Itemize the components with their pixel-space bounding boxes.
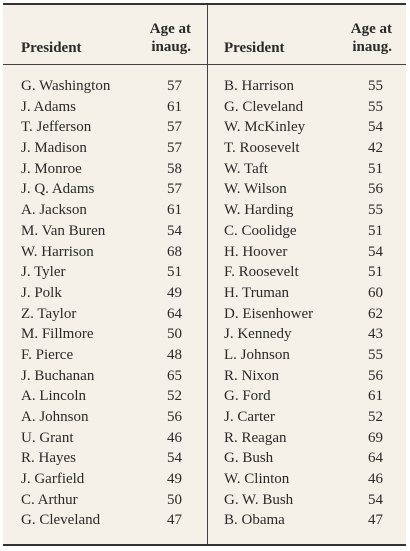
table-row	[3, 366, 207, 387]
president-name: T. Jefferson	[21, 119, 92, 136]
inauguration-age: 56	[167, 409, 182, 425]
president-name: B. Obama	[224, 512, 285, 529]
table-row	[3, 200, 207, 221]
table-row	[208, 76, 406, 97]
president-name: B. Harrison	[224, 78, 294, 94]
header-age-left	[150, 20, 191, 56]
inauguration-age: 61	[368, 388, 383, 405]
table-row	[208, 366, 406, 387]
president-name: J. Adams	[21, 98, 77, 115]
table-row	[208, 97, 406, 118]
president-name: J. Buchanan	[21, 367, 95, 384]
president-name: W. Harrison	[21, 243, 94, 260]
inauguration-age: 54	[368, 119, 383, 136]
inauguration-age: 57	[167, 119, 182, 136]
president-name: G. W. Bush	[224, 491, 294, 508]
president-name: C. Coolidge	[224, 222, 297, 239]
inauguration-age: 57	[167, 181, 182, 198]
table-row	[208, 490, 406, 511]
president-name: H. Hoover	[224, 243, 288, 260]
table-row	[208, 407, 406, 428]
president-name: U. Grant	[21, 429, 74, 446]
table-row	[3, 345, 207, 366]
president-name: C. Arthur	[21, 491, 78, 508]
president-name: W. Taft	[224, 160, 268, 177]
inauguration-age: 55	[368, 202, 383, 219]
table-row	[3, 324, 207, 345]
header-age-line1: Age at	[350, 21, 392, 37]
table-row	[208, 221, 406, 242]
inauguration-age: 57	[167, 78, 182, 94]
president-name: J. Kennedy	[224, 326, 292, 343]
table-row	[208, 200, 406, 221]
table-row	[208, 242, 406, 263]
table-row	[208, 159, 406, 180]
table-row	[3, 304, 207, 325]
president-name: J. Garfield	[21, 471, 85, 488]
table-row	[3, 407, 207, 428]
inauguration-age: 46	[368, 471, 383, 488]
president-age-table	[3, 3, 406, 546]
inauguration-age: 68	[167, 243, 182, 260]
president-name: G. Ford	[224, 388, 271, 405]
inauguration-age: 54	[368, 491, 383, 508]
president-name: D. Eisenhower	[224, 305, 314, 322]
inauguration-age: 51	[167, 264, 182, 281]
table-row	[3, 283, 207, 304]
inauguration-age: 43	[368, 326, 383, 343]
inauguration-age: 69	[368, 429, 383, 446]
president-name: J. Polk	[21, 284, 62, 301]
president-name: A. Jackson	[21, 202, 87, 219]
header-president-left: President	[21, 40, 82, 56]
inauguration-age: 65	[167, 367, 182, 384]
header-age-line2: inaug.	[151, 39, 191, 55]
president-name: H. Truman	[224, 284, 290, 301]
inauguration-age: 50	[167, 326, 182, 343]
table-row	[208, 448, 406, 469]
table-row	[208, 345, 406, 366]
header-age-line1: Age at	[149, 21, 191, 37]
president-name: J. Q. Adams	[21, 181, 95, 198]
president-name: W. McKinley	[224, 119, 306, 136]
president-name: F. Roosevelt	[224, 264, 299, 281]
inauguration-age: 64	[167, 305, 182, 322]
president-name: J. Madison	[21, 140, 87, 157]
table-row	[208, 179, 406, 200]
table-row	[3, 262, 207, 283]
inauguration-age: 47	[368, 512, 383, 529]
header-age-right	[351, 20, 392, 56]
inauguration-age: 46	[167, 429, 182, 446]
president-name: A. Johnson	[21, 409, 89, 425]
president-name: J. Monroe	[21, 160, 82, 177]
inauguration-age: 57	[167, 140, 182, 157]
president-name: G. Bush	[224, 450, 274, 467]
president-name: G. Washington	[21, 78, 111, 94]
table-row	[208, 469, 406, 490]
president-name: W. Harding	[224, 202, 294, 219]
president-name: G. Cleveland	[21, 512, 101, 529]
inauguration-age: 51	[368, 222, 383, 239]
table-row	[3, 179, 207, 200]
table-row	[208, 262, 406, 283]
president-name: A. Lincoln	[21, 388, 86, 405]
table-row	[208, 386, 406, 407]
left-rows	[3, 76, 207, 531]
inauguration-age: 54	[167, 222, 182, 239]
table-row	[3, 159, 207, 180]
president-name: R. Reagan	[224, 429, 287, 446]
inauguration-age: 52	[167, 388, 182, 405]
header-age-line2: inaug.	[352, 39, 392, 55]
table-row	[3, 76, 207, 97]
president-name: G. Cleveland	[224, 98, 304, 115]
table-row	[3, 221, 207, 242]
inauguration-age: 54	[167, 450, 182, 467]
table-row	[208, 117, 406, 138]
table-row	[208, 304, 406, 325]
president-name: Z. Taylor	[21, 305, 77, 322]
president-name: M. Fillmore	[21, 326, 94, 343]
inauguration-age: 58	[167, 160, 182, 177]
inauguration-age: 48	[167, 346, 182, 363]
table-row	[3, 242, 207, 263]
table-row	[3, 97, 207, 118]
inauguration-age: 64	[368, 450, 383, 467]
table-row	[208, 428, 406, 449]
inauguration-age: 54	[368, 243, 383, 260]
inauguration-age: 61	[167, 202, 182, 219]
table-row	[208, 283, 406, 304]
inauguration-age: 55	[368, 78, 383, 94]
president-name: R. Nixon	[224, 367, 280, 384]
table-row	[3, 428, 207, 449]
inauguration-age: 62	[368, 305, 383, 322]
inauguration-age: 56	[368, 367, 383, 384]
header-president-right: President	[224, 40, 285, 56]
inauguration-age: 61	[167, 98, 182, 115]
inauguration-age: 52	[368, 409, 383, 425]
president-name: F. Pierce	[21, 346, 74, 363]
inauguration-age: 51	[368, 264, 383, 281]
inauguration-age: 51	[368, 160, 383, 177]
inauguration-age: 49	[167, 471, 182, 488]
president-name: W. Clinton	[224, 471, 290, 488]
inauguration-age: 56	[368, 181, 383, 198]
table-row	[208, 510, 406, 531]
inauguration-age: 60	[368, 284, 383, 301]
president-name: M. Van Buren	[21, 222, 106, 239]
president-name: T. Roosevelt	[224, 140, 300, 157]
table-row	[3, 490, 207, 511]
table-row	[208, 138, 406, 159]
inauguration-age: 47	[167, 512, 182, 529]
table-row	[3, 386, 207, 407]
table-row	[3, 448, 207, 469]
table-row	[3, 117, 207, 138]
table-row	[3, 469, 207, 490]
left-half	[3, 5, 207, 544]
president-name: J. Carter	[224, 409, 275, 425]
table-row	[208, 324, 406, 345]
inauguration-age: 42	[368, 140, 383, 157]
president-name: W. Wilson	[224, 181, 287, 198]
president-name: J. Tyler	[21, 264, 66, 281]
president-name: L. Johnson	[224, 346, 290, 363]
table-row	[3, 510, 207, 531]
right-half	[208, 5, 406, 544]
inauguration-age: 49	[167, 284, 182, 301]
table-row	[3, 138, 207, 159]
inauguration-age: 55	[368, 98, 383, 115]
inauguration-age: 55	[368, 346, 383, 363]
president-name: R. Hayes	[21, 450, 76, 467]
inauguration-age: 50	[167, 491, 182, 508]
right-rows	[208, 76, 406, 531]
